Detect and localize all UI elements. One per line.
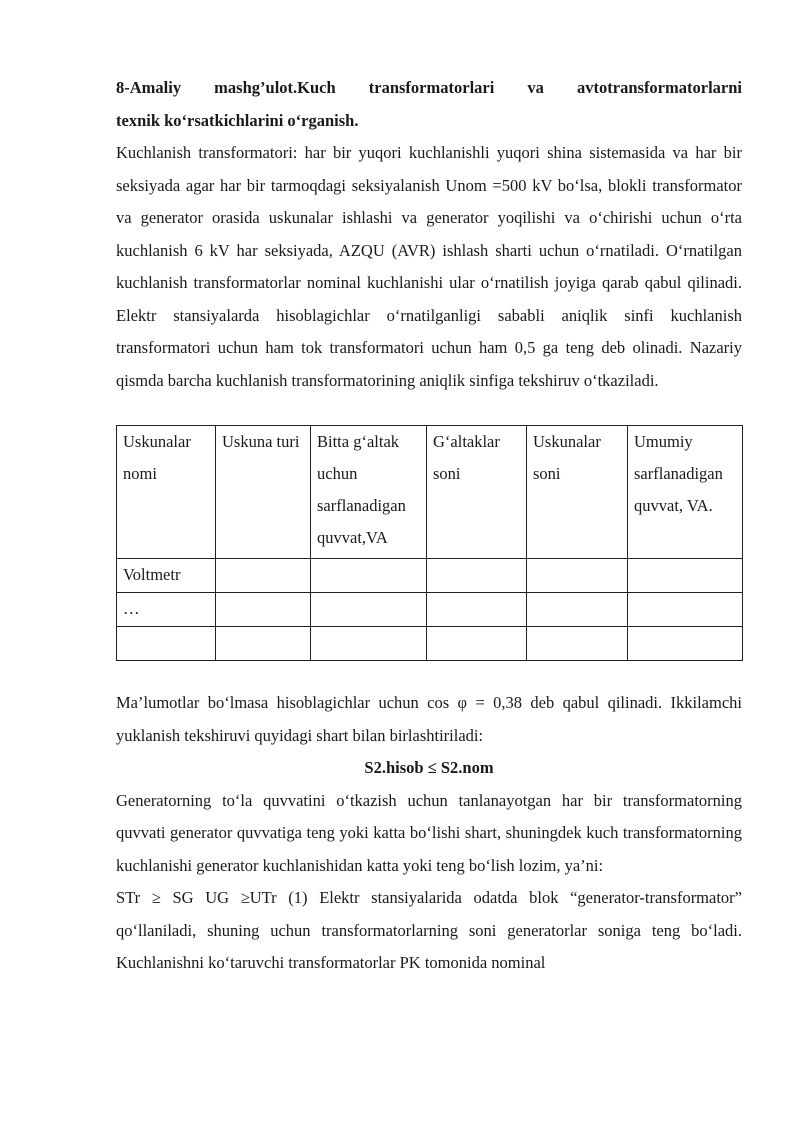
table-cell: [311, 559, 427, 593]
table-cell: [427, 627, 527, 661]
table-cell: [527, 593, 628, 627]
title-line-1: 8-Amaliy mashg’ulot.Kuch transformatorlari va avtotransformatorlarni: [116, 78, 742, 97]
cos-phi-paragraph: Ma’lumotlar bo‘lmasa hisoblagichlar uchun cos φ = 0,38 deb qabul qilinadi. Ikkilamchi yuklanish tekshiruvi quyidagi shart bilan birlashtiriladi:: [116, 693, 742, 745]
table-row: [117, 559, 743, 593]
title-line-2: texnik ko‘rsatkichlarini o‘rganish.: [116, 110, 359, 130]
table-cell: [427, 593, 527, 627]
transformer-condition-paragraph: STr ≥ SG UG ≥UTr (1) Elektr stansiyalarida odatda blok “generator-transformator” qo‘llaniladi, shuning uchun transformatorlarning soni generatorlar soniga teng bo‘ladi. Kuchlanishni ko‘taruvchi transformatorlar PK tomonida nominal: [116, 888, 742, 972]
table-cell: [527, 559, 628, 593]
formula-condition: S2.hisob ≤ S2.nom: [364, 758, 494, 777]
table-cell: Voltmetr: [117, 559, 216, 593]
header-coil-count: G‘altaklar soni: [427, 426, 527, 559]
table-header-row: [117, 426, 743, 559]
header-equipment-name: Uskunalar nomi: [117, 426, 216, 559]
table-cell: [427, 559, 527, 593]
document-title-line-2: [116, 105, 742, 138]
table-cell: [628, 559, 743, 593]
header-total-power: Umumiy sarflanadigan quvvat, VA.: [628, 426, 743, 559]
header-power-per-coil: Bitta g‘altak uchun sarflanadigan quvvat,VA: [311, 426, 427, 559]
equipment-table-wrapper: [116, 425, 742, 661]
table-cell: [216, 559, 311, 593]
table-cell: [216, 627, 311, 661]
table-row: [117, 627, 743, 661]
header-equipment-count: Uskunalar soni: [527, 426, 628, 559]
header-equipment-type: Uskuna turi: [216, 426, 311, 559]
table-cell: [117, 627, 216, 661]
table-cell: [311, 593, 427, 627]
table-cell: [628, 593, 743, 627]
table-cell: …: [117, 593, 216, 627]
table-cell: [311, 627, 427, 661]
equipment-table: [116, 425, 743, 661]
table-cell: [628, 627, 743, 661]
table-cell: [216, 593, 311, 627]
intro-paragraph: Kuchlanish transformatori: har bir yuqori kuchlanishli yuqori shina sistemasida va har bir seksiyada agar har bir tarmoqdagi seksiyalanish Unom =500 kV bo‘lsa, blokli transformator va generator orasida uskunalar ishlashi va generator yoqilishi va o‘chirishi uchun o‘rta kuchlanish 6 kV har seksiyada, AZQU (AVR) ishlash sharti uchun o‘rnatiladi. O‘rnatilgan kuchlanish transformatorlar nominal kuchlanishi ular o‘rnatilish joyiga qarab qabul qilinadi. Elektr stansiyalarda hisoblagichlar o‘rnatilganligi sababli aniqlik sinfi kuchlanish transformatori uchun ham tok transformatori uchun ham 0,5 ga teng deb olinadi. Nazariy qismda barcha kuchlanish transformatorining aniqlik sinfiga tekshiruv o‘tkaziladi.: [116, 143, 742, 390]
table-row: [117, 593, 743, 627]
document-title: [116, 72, 742, 105]
table-cell: [527, 627, 628, 661]
generator-paragraph: Generatorning to‘la quvvatini o‘tkazish uchun tanlanayotgan har bir transformatorning quvvati generator quvvatiga teng yoki katta bo‘lishi shart, shuningdek kuch transformatorning kuchlanishi generator kuchlanishidan katta yoki teng bo‘lish lozim, ya’ni:: [116, 790, 742, 875]
